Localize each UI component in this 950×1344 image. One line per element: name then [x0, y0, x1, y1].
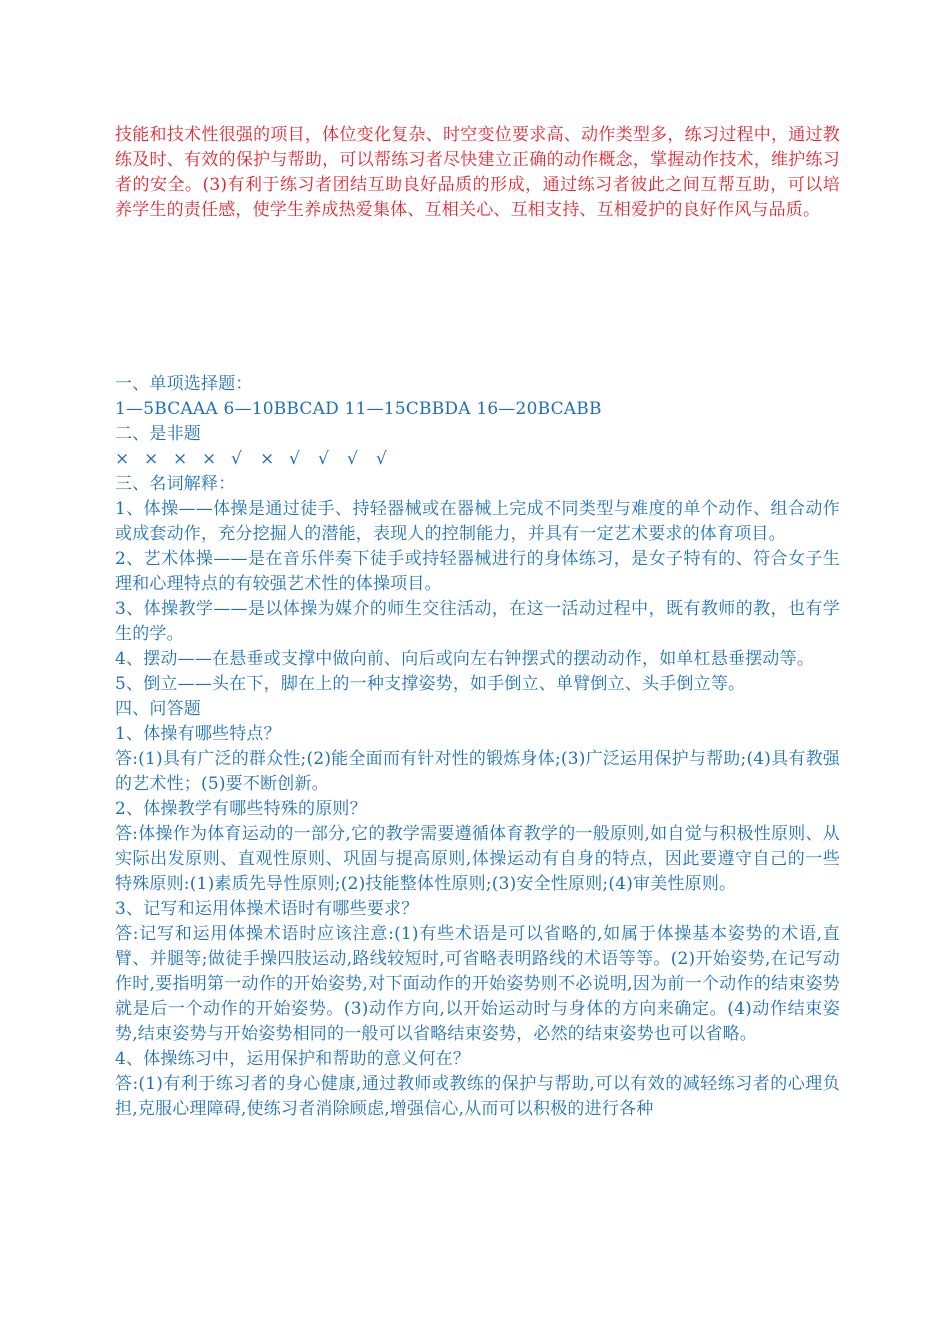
choice-answers: 1—5BCAAA 6—10BBCAD 11—15CBBDA 16—20BCABB: [115, 399, 602, 419]
answer: 答:记写和运用体操术语时应该注意:(1)有些术语是可以省略的,如属于体操基本姿势的术语,直臂、并腿等;做徒手操四肢运动,路线较短时,可省略表明路线的术语等等。(2)开始姿势,在记写动作时,要指明第一动作的开始姿势,对下面动作的开始姿势则不必说明,因为前一个动作的结束姿势就是后一个动作的开始姿势。(3)动作方向,以开始运动时与身体的方向来确定。(4)动作结束姿势,结束姿势与开始姿势相同的一般可以省略结束姿势，必然的结束姿势也可以省略。: [115, 924, 840, 1044]
mark-2: ×: [144, 449, 159, 469]
section-heading-terms: 三、名词解释：: [115, 474, 236, 494]
mark-5: √: [231, 449, 243, 469]
answer: 答:(1)具有广泛的群众性;(2)能全面而有针对性的锻炼身体;(3)广泛运用保护与帮助;(4)具有教强的艺术性；(5)要不断创新。: [115, 749, 840, 794]
answer: 答:(1)有利于练习者的身心健康,通过教师或教练的保护与帮助,可以有效的减轻练习者的心理负担,克服心理障碍,使练习者消除顾虑,增强信心,从而可以积极的进行各种: [115, 1074, 840, 1119]
question: 3、记写和运用体操术语时有哪些要求？: [115, 899, 419, 919]
section-heading-qa: 四、问答题: [115, 699, 201, 719]
mark-1: ×: [115, 449, 130, 469]
mark-8: √: [318, 449, 330, 469]
section-heading-choice: 一、单项选择题：: [115, 374, 253, 394]
question: 2、体操教学有哪些特殊的原则？: [115, 799, 367, 819]
continued-paragraph: 技能和技术性很强的项目，体位变化复杂、时空变位要求高、动作类型多，练习过程中，通过教练及时、有效的保护与帮助，可以帮练习者尽快建立正确的动作概念，掌握动作技术，维护练习者的安全。(3)有利于练习者团结互助良好品质的形成，通过练习者彼此之间互帮互助，可以培养学生的责任感，使学生养成热爱集体、互相关心、互相支持、互相爱护的良好作风与品质。: [115, 125, 840, 220]
continued-answer-block: [115, 123, 840, 223]
term-item: 2、艺术体操——是在音乐伴奏下徒手或持轻器械进行的身体练习，是女子特有的、符合女子生理和心理特点的有较强艺术性的体操项目。: [115, 549, 840, 594]
answer-key-block: [115, 372, 840, 1122]
mark-4: ×: [202, 449, 217, 469]
question: 1、体操有哪些特点？: [115, 724, 281, 744]
mark-7: √: [289, 449, 301, 469]
answer: 答:体操作为体育运动的一部分,它的教学需要遵循体育教学的一般原则,如自觉与积极性原则、从实际出发原则、直观性原则、巩固与提高原则,体操运动有自身的特点，因此要遵守自己的一些特殊原则:(1)素质先导性原则;(2)技能整体性原则;(3)安全性原则;(4)审美性原则。: [115, 824, 840, 894]
mark-10: √: [376, 449, 388, 469]
term-item: 5、倒立——头在下，脚在上的一种支撑姿势，如手倒立、单臂倒立、头手倒立等。: [115, 674, 746, 694]
question: 4、体操练习中，运用保护和帮助的意义何在？: [115, 1049, 471, 1069]
mark-9: √: [347, 449, 359, 469]
true-false-marks: [115, 447, 840, 472]
term-item: 1、体操——体操是通过徒手、持轻器械或在器械上完成不同类型与难度的单个动作、组合动作或成套动作，充分挖掘人的潜能，表现人的控制能力，并具有一定艺术要求的体育项目。: [115, 499, 840, 544]
mark-6: ×: [260, 449, 275, 469]
term-item: 4、摆动——在悬垂或支撑中做向前、向后或向左右钟摆式的摆动动作，如单杠悬垂摆动等。: [115, 649, 815, 669]
mark-3: ×: [173, 449, 188, 469]
term-item: 3、体操教学——是以体操为媒介的师生交往活动，在这一活动过程中，既有教师的教，也有学生的学。: [115, 599, 840, 644]
section-heading-true-false: 二、是非题: [115, 424, 201, 444]
